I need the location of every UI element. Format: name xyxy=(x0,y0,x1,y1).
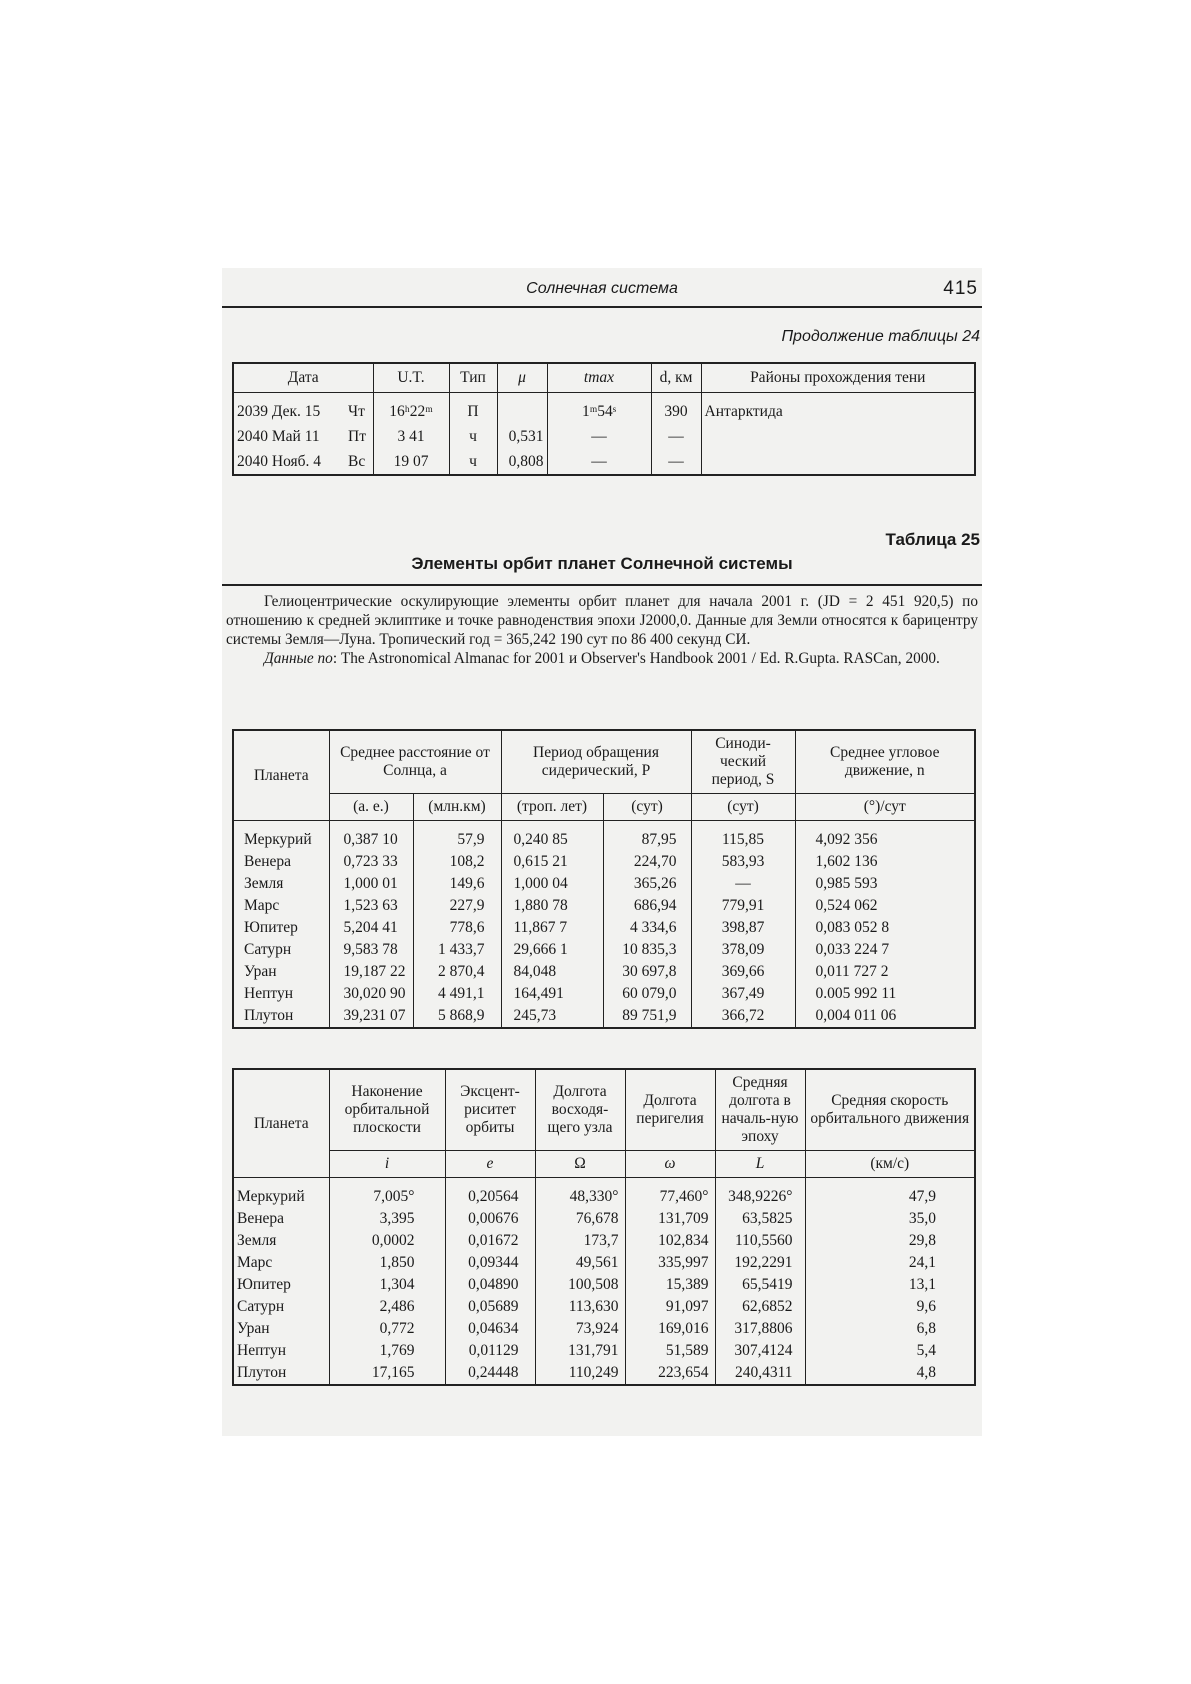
cell-v: 29,8 xyxy=(805,1230,975,1252)
cell-p_d: 4 334,6 xyxy=(603,917,691,939)
cell-i: 0,0002 xyxy=(329,1230,445,1252)
cell-a_au: 0,723 33 xyxy=(329,851,413,873)
cell-a_mkm: 227,9 xyxy=(413,895,501,917)
cell-p_d: 224,70 xyxy=(603,851,691,873)
cell-ut: 16ʰ22ᵐ xyxy=(373,393,449,425)
cell-a_mkm: 57,9 xyxy=(413,821,501,852)
u-mkm: (млн.км) xyxy=(413,794,501,821)
table-row xyxy=(233,851,975,873)
cell-i: 2,486 xyxy=(329,1296,445,1318)
cell-i: 17,165 xyxy=(329,1362,445,1385)
cell-L: 348,9226° xyxy=(715,1178,805,1209)
cell-region: Антарктида xyxy=(701,393,975,425)
cell-node: 110,249 xyxy=(535,1362,625,1385)
cell-v: 5,4 xyxy=(805,1340,975,1362)
h-perihelion: Долгота перигелия xyxy=(625,1069,715,1151)
cell-node: 49,561 xyxy=(535,1252,625,1274)
col-region: Районы прохождения тени xyxy=(701,363,975,393)
cell-day: Пт xyxy=(348,427,366,445)
cell-node: 76,678 xyxy=(535,1208,625,1230)
book-page xyxy=(222,268,982,1436)
table-row xyxy=(233,917,975,939)
cell-planet: Нептун xyxy=(233,983,329,1005)
cell-s: 779,91 xyxy=(691,895,795,917)
col-type: Тип xyxy=(449,363,497,393)
cell-s: 583,93 xyxy=(691,851,795,873)
table-row xyxy=(233,424,975,449)
col-ut: U.T. xyxy=(373,363,449,393)
cell-s: 369,66 xyxy=(691,961,795,983)
cell-p_d: 10 835,3 xyxy=(603,939,691,961)
s-i: i xyxy=(329,1151,445,1178)
table-row xyxy=(233,1274,975,1296)
col-mu: μ xyxy=(497,363,547,393)
cell-p_yr: 0,615 21 xyxy=(501,851,603,873)
table-row xyxy=(233,821,975,852)
cell-node: 173,7 xyxy=(535,1230,625,1252)
table-row xyxy=(233,983,975,1005)
cell-type: ч xyxy=(449,424,497,449)
cell-i: 1,850 xyxy=(329,1252,445,1274)
table-25-part-a xyxy=(232,729,976,1029)
cell-e: 0,05689 xyxy=(445,1296,535,1318)
cell-planet: Земля xyxy=(233,1230,329,1252)
cell-L: 62,6852 xyxy=(715,1296,805,1318)
table-25-part-b xyxy=(232,1068,976,1386)
table-row xyxy=(233,1340,975,1362)
table-row xyxy=(233,873,975,895)
cell-tmax: — xyxy=(547,424,651,449)
col-tmax: tmax xyxy=(547,363,651,393)
u-au: (а. е.) xyxy=(329,794,413,821)
s-speed: (км/с) xyxy=(805,1151,975,1178)
cell-e: 0,20564 xyxy=(445,1178,535,1209)
cell-n: 0,524 062 xyxy=(795,895,975,917)
cell-v: 6,8 xyxy=(805,1318,975,1340)
cell-node: 48,330° xyxy=(535,1178,625,1209)
cell-d: 390 xyxy=(651,393,701,425)
cell-L: 307,4124 xyxy=(715,1340,805,1362)
cell-s: 367,49 xyxy=(691,983,795,1005)
u-motion: (°)/сут xyxy=(795,794,975,821)
table25-label: Таблица 25 xyxy=(885,530,980,549)
source-label: Данные по xyxy=(264,650,333,667)
cell-n: 0,083 052 8 xyxy=(795,917,975,939)
h-mean-longitude: Средняя долгота в началь-ную эпоху xyxy=(715,1069,805,1151)
cell-n: 0,985 593 xyxy=(795,873,975,895)
cell-type: ч xyxy=(449,449,497,475)
cell-date: 2040 Нояб. 4 xyxy=(233,449,345,475)
header-row-1 xyxy=(233,730,975,794)
cell-a_mkm: 149,6 xyxy=(413,873,501,895)
cell-e: 0,09344 xyxy=(445,1252,535,1274)
s-e: e xyxy=(445,1151,535,1178)
running-header xyxy=(222,278,982,302)
cell-mu xyxy=(497,393,547,425)
cell-i: 7,005° xyxy=(329,1178,445,1209)
cell-s: 115,85 xyxy=(691,821,795,852)
cell-d: — xyxy=(651,424,701,449)
cell-L: 65,5419 xyxy=(715,1274,805,1296)
cell-p_d: 89 751,9 xyxy=(603,1005,691,1028)
table-row xyxy=(233,1230,975,1252)
u-synodic: (сут) xyxy=(691,794,795,821)
cell-a_au: 9,583 78 xyxy=(329,939,413,961)
cell-node: 131,791 xyxy=(535,1340,625,1362)
cell-p_yr: 245,73 xyxy=(501,1005,603,1028)
cell-planet: Марс xyxy=(233,1252,329,1274)
cell-i: 1,304 xyxy=(329,1274,445,1296)
h-planet: Планета xyxy=(233,1069,329,1178)
cell-e: 0,01672 xyxy=(445,1230,535,1252)
cell-planet: Земля xyxy=(233,873,329,895)
title-rule xyxy=(222,584,982,586)
cell-a_mkm: 108,2 xyxy=(413,851,501,873)
cell-perih: 223,654 xyxy=(625,1362,715,1385)
col-d: d, км xyxy=(651,363,701,393)
table-row xyxy=(233,1252,975,1274)
cell-planet: Юпитер xyxy=(233,917,329,939)
cell-a_mkm: 2 870,4 xyxy=(413,961,501,983)
cell-a_au: 5,204 41 xyxy=(329,917,413,939)
cell-a_au: 0,387 10 xyxy=(329,821,413,852)
cell-type: П xyxy=(449,393,497,425)
cell-tmax: 1ᵐ54ˢ xyxy=(547,393,651,425)
description-text: Гелиоцентрические оскулирующие элементы орбит планет для начала 2001 г. (JD = 2 451 920,5) по отношению к средней эклиптике и точке равноденствия эпохи J2000,0. Данные для Земли относятся к барицентру системы Земля—Луна. Тропический год = 365,242 190 сут по 86 400 секунд СИ. xyxy=(226,593,978,648)
cell-s: 398,87 xyxy=(691,917,795,939)
cell-p_yr: 84,048 xyxy=(501,961,603,983)
h-synodic: Синоди-ческий период, S xyxy=(691,730,795,794)
cell-ut: 19 07 xyxy=(373,449,449,475)
cell-i: 1,769 xyxy=(329,1340,445,1362)
header-row-units xyxy=(233,794,975,821)
s-node: Ω xyxy=(535,1151,625,1178)
cell-planet: Меркурий xyxy=(233,1178,329,1209)
cell-p_d: 365,26 xyxy=(603,873,691,895)
cell-e: 0,24448 xyxy=(445,1362,535,1385)
cell-p_yr: 11,867 7 xyxy=(501,917,603,939)
cell-planet: Уран xyxy=(233,961,329,983)
cell-e: 0,04890 xyxy=(445,1274,535,1296)
cell-i: 3,395 xyxy=(329,1208,445,1230)
h-speed: Средняя скорость орбитального движения xyxy=(805,1069,975,1151)
cell-a_mkm: 5 868,9 xyxy=(413,1005,501,1028)
cell-planet: Сатурн xyxy=(233,1296,329,1318)
cell-region xyxy=(701,424,975,449)
cell-v: 47,9 xyxy=(805,1178,975,1209)
cell-s: 378,09 xyxy=(691,939,795,961)
cell-perih: 91,097 xyxy=(625,1296,715,1318)
cell-planet: Сатурн xyxy=(233,939,329,961)
cell-a_mkm: 4 491,1 xyxy=(413,983,501,1005)
cell-planet: Марс xyxy=(233,895,329,917)
table-row xyxy=(233,1208,975,1230)
cell-mu: 0,531 xyxy=(497,424,547,449)
cell-planet: Венера xyxy=(233,1208,329,1230)
h-planet: Планета xyxy=(233,730,329,821)
cell-n: 0,011 727 2 xyxy=(795,961,975,983)
cell-n: 0,004 011 06 xyxy=(795,1005,975,1028)
table-row xyxy=(233,939,975,961)
cell-e: 0,00676 xyxy=(445,1208,535,1230)
cell-p_d: 686,94 xyxy=(603,895,691,917)
cell-n: 0,033 224 7 xyxy=(795,939,975,961)
s-L: L xyxy=(715,1151,805,1178)
cell-perih: 51,589 xyxy=(625,1340,715,1362)
cell-e: 0,01129 xyxy=(445,1340,535,1362)
col-date: Дата xyxy=(233,363,373,393)
h-motion: Среднее угловое движение, n xyxy=(795,730,975,794)
cell-planet: Меркурий xyxy=(233,821,329,852)
cell-p_yr: 29,666 1 xyxy=(501,939,603,961)
cell-perih: 131,709 xyxy=(625,1208,715,1230)
cell-date: 2039 Дек. 15 xyxy=(233,393,345,425)
cell-a_mkm: 778,6 xyxy=(413,917,501,939)
source-note xyxy=(226,649,978,668)
cell-perih: 102,834 xyxy=(625,1230,715,1252)
cell-planet: Плутон xyxy=(233,1362,329,1385)
cell-v: 35,0 xyxy=(805,1208,975,1230)
table25-title: Элементы орбит планет Солнечной системы xyxy=(411,554,793,573)
cell-L: 63,5825 xyxy=(715,1208,805,1230)
running-title: Солнечная система xyxy=(526,280,678,297)
cell-planet: Венера xyxy=(233,851,329,873)
cell-L: 317,8806 xyxy=(715,1318,805,1340)
table-row xyxy=(233,1178,975,1209)
cell-day: Чт xyxy=(348,402,365,420)
cell-s: 366,72 xyxy=(691,1005,795,1028)
table-row xyxy=(233,1005,975,1028)
cell-p_yr: 1,880 78 xyxy=(501,895,603,917)
source-text: : The Astronomical Almanac for 2001 и Observer's Handbook 2001 / Ed. R.Gupta. RASCan, 2000. xyxy=(332,650,940,667)
u-years: (троп. лет) xyxy=(501,794,603,821)
cell-perih: 77,460° xyxy=(625,1178,715,1209)
table-row xyxy=(233,1296,975,1318)
cell-a_au: 1,000 01 xyxy=(329,873,413,895)
cell-planet: Нептун xyxy=(233,1340,329,1362)
cell-a_au: 39,231 07 xyxy=(329,1005,413,1028)
cell-p_d: 60 079,0 xyxy=(603,983,691,1005)
cell-region xyxy=(701,449,975,475)
table-row xyxy=(233,895,975,917)
cell-p_yr: 164,491 xyxy=(501,983,603,1005)
cell-v: 4,8 xyxy=(805,1362,975,1385)
table-row xyxy=(233,961,975,983)
cell-d: — xyxy=(651,449,701,475)
table25-description xyxy=(226,592,978,668)
cell-tmax: — xyxy=(547,449,651,475)
cell-v: 13,1 xyxy=(805,1274,975,1296)
cell-n: 1,602 136 xyxy=(795,851,975,873)
cell-node: 100,508 xyxy=(535,1274,625,1296)
table-row xyxy=(233,1318,975,1340)
cell-n: 4,092 356 xyxy=(795,821,975,852)
cell-L: 110,5560 xyxy=(715,1230,805,1252)
cell-planet: Уран xyxy=(233,1318,329,1340)
h-period: Период обращения сидерический, P xyxy=(501,730,691,794)
cell-a_mkm: 1 433,7 xyxy=(413,939,501,961)
cell-L: 192,2291 xyxy=(715,1252,805,1274)
h-eccentricity: Эксцент-риситет орбиты xyxy=(445,1069,535,1151)
h-node: Долгота восходя-щего узла xyxy=(535,1069,625,1151)
cell-L: 240,4311 xyxy=(715,1362,805,1385)
table-row xyxy=(233,393,975,425)
cell-planet: Юпитер xyxy=(233,1274,329,1296)
cell-perih: 15,389 xyxy=(625,1274,715,1296)
cell-date: 2040 Май 11 xyxy=(233,424,345,449)
h-distance: Среднее расстояние от Солнца, a xyxy=(329,730,501,794)
cell-n: 0.005 992 11 xyxy=(795,983,975,1005)
cell-node: 73,924 xyxy=(535,1318,625,1340)
cell-perih: 169,016 xyxy=(625,1318,715,1340)
cell-s: — xyxy=(691,873,795,895)
header-row-1 xyxy=(233,1069,975,1151)
s-perihelion: ω xyxy=(625,1151,715,1178)
cell-node: 113,630 xyxy=(535,1296,625,1318)
cell-i: 0,772 xyxy=(329,1318,445,1340)
cell-p_d: 87,95 xyxy=(603,821,691,852)
cell-v: 24,1 xyxy=(805,1252,975,1274)
table-row xyxy=(233,1362,975,1385)
cell-day: Вс xyxy=(348,452,366,470)
h-inclination: Наконение орбитальной плоскости xyxy=(329,1069,445,1151)
cell-a_au: 19,187 22 xyxy=(329,961,413,983)
header-rule xyxy=(222,306,982,308)
cell-a_au: 1,523 63 xyxy=(329,895,413,917)
u-days: (сут) xyxy=(603,794,691,821)
page-number: 415 xyxy=(943,278,978,299)
cell-mu: 0,808 xyxy=(497,449,547,475)
cell-p_yr: 0,240 85 xyxy=(501,821,603,852)
table-row xyxy=(233,449,975,475)
header-row-symbols xyxy=(233,1151,975,1178)
cell-ut: 3 41 xyxy=(373,424,449,449)
table-24 xyxy=(232,362,976,476)
cell-e: 0,04634 xyxy=(445,1318,535,1340)
cell-perih: 335,997 xyxy=(625,1252,715,1274)
table-header-row xyxy=(233,363,975,393)
cell-v: 9,6 xyxy=(805,1296,975,1318)
cell-p_yr: 1,000 04 xyxy=(501,873,603,895)
cell-p_d: 30 697,8 xyxy=(603,961,691,983)
cell-a_au: 30,020 90 xyxy=(329,983,413,1005)
cell-planet: Плутон xyxy=(233,1005,329,1028)
table24-caption: Продолжение таблицы 24 xyxy=(781,328,980,345)
